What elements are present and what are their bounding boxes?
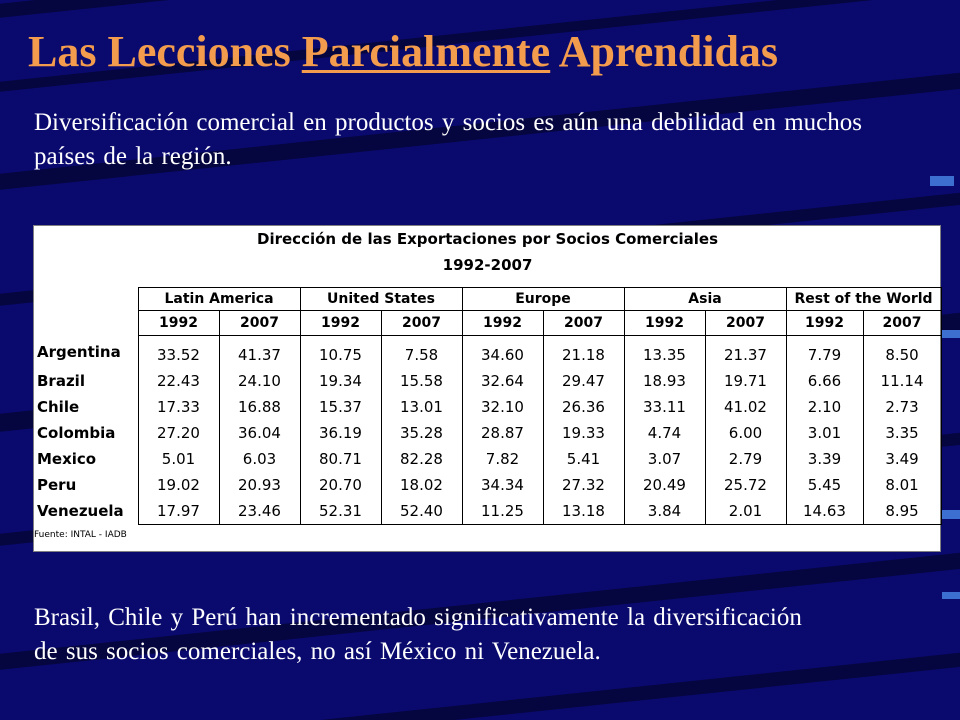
value-cell: 2.73 xyxy=(863,394,941,420)
value-cell: 21.18 xyxy=(543,336,624,369)
value-cell: 35.28 xyxy=(381,420,462,446)
value-cell: 5.45 xyxy=(786,472,863,498)
value-cell: 17.33 xyxy=(138,394,219,420)
value-cell: 3.84 xyxy=(624,498,705,525)
value-cell: 8.50 xyxy=(863,336,941,369)
value-cell: 2.10 xyxy=(786,394,863,420)
year-header: 1992 xyxy=(624,311,705,336)
value-cell: 5.01 xyxy=(138,446,219,472)
value-cell: 18.93 xyxy=(624,368,705,394)
value-cell: 34.34 xyxy=(462,472,543,498)
intro-paragraph: Diversificación comercial en productos y socios es aún una debilidad en muchos países de la región. xyxy=(34,109,863,170)
year-header: 1992 xyxy=(138,311,219,336)
value-cell: 82.28 xyxy=(381,446,462,472)
corner-cell xyxy=(34,311,138,336)
value-cell: 20.49 xyxy=(624,472,705,498)
value-cell: 80.71 xyxy=(300,446,381,472)
table-row xyxy=(34,498,941,525)
value-cell: 13.18 xyxy=(543,498,624,525)
year-header: 1992 xyxy=(786,311,863,336)
table-years: 1992-2007 xyxy=(442,256,533,274)
value-cell: 6.00 xyxy=(705,420,786,446)
value-cell: 24.10 xyxy=(219,368,300,394)
value-cell: 33.11 xyxy=(624,394,705,420)
value-cell: 41.02 xyxy=(705,394,786,420)
value-cell: 19.33 xyxy=(543,420,624,446)
conclusion-paragraph: Brasil, Chile y Perú han incrementado significativamente la diversificación de sus socios comerciales, no así México ni Venezuela. xyxy=(34,604,802,665)
value-cell: 10.75 xyxy=(300,336,381,369)
value-cell: 17.97 xyxy=(138,498,219,525)
table-row xyxy=(34,336,941,369)
year-header: 2007 xyxy=(705,311,786,336)
value-cell: 21.37 xyxy=(705,336,786,369)
country-cell: Argentina xyxy=(37,342,121,361)
slide-title xyxy=(28,26,778,78)
value-cell: 26.36 xyxy=(543,394,624,420)
value-cell: 28.87 xyxy=(462,420,543,446)
country-cell: Chile xyxy=(37,398,80,416)
corner-cell xyxy=(34,288,138,311)
value-cell: 33.52 xyxy=(138,336,219,369)
region-header: Europe xyxy=(462,288,624,311)
table-title: Dirección de las Exportaciones por Socios Comerciales xyxy=(257,230,719,248)
table-row xyxy=(34,472,941,498)
value-cell: 32.10 xyxy=(462,394,543,420)
value-cell: 11.25 xyxy=(462,498,543,525)
country-cell: Mexico xyxy=(37,450,97,468)
year-header: 2007 xyxy=(381,311,462,336)
value-cell: 14.63 xyxy=(786,498,863,525)
value-cell: 7.82 xyxy=(462,446,543,472)
value-cell: 8.01 xyxy=(863,472,941,498)
value-cell: 20.93 xyxy=(219,472,300,498)
country-cell: Venezuela xyxy=(37,502,124,521)
value-cell: 3.49 xyxy=(863,446,941,472)
value-cell: 3.35 xyxy=(863,420,941,446)
value-cell: 19.34 xyxy=(300,368,381,394)
table-row xyxy=(34,368,941,394)
value-cell: 13.01 xyxy=(381,394,462,420)
country-cell: Brazil xyxy=(37,372,85,390)
value-cell: 34.60 xyxy=(462,336,543,369)
table-source: Fuente: INTAL - IADB xyxy=(34,530,127,540)
value-cell: 19.71 xyxy=(705,368,786,394)
title-part-1: Las Lecciones xyxy=(28,27,302,76)
country-cell: Peru xyxy=(37,476,77,494)
value-cell: 22.43 xyxy=(138,368,219,394)
region-header: Latin America xyxy=(138,288,300,311)
region-header: Rest of the World xyxy=(786,288,941,311)
value-cell: 32.64 xyxy=(462,368,543,394)
value-cell: 3.01 xyxy=(786,420,863,446)
region-header: United States xyxy=(300,288,462,311)
year-header: 2007 xyxy=(543,311,624,336)
value-cell: 41.37 xyxy=(219,336,300,369)
value-cell: 11.14 xyxy=(863,368,941,394)
value-cell: 27.20 xyxy=(138,420,219,446)
value-cell: 6.66 xyxy=(786,368,863,394)
value-cell: 52.40 xyxy=(381,498,462,525)
value-cell: 4.74 xyxy=(624,420,705,446)
exports-table xyxy=(34,226,942,545)
value-cell: 18.02 xyxy=(381,472,462,498)
value-cell: 7.58 xyxy=(381,336,462,369)
value-cell: 25.72 xyxy=(705,472,786,498)
value-cell: 16.88 xyxy=(219,394,300,420)
table-row xyxy=(34,446,941,472)
value-cell: 27.32 xyxy=(543,472,624,498)
table-row xyxy=(34,394,941,420)
year-header: 2007 xyxy=(863,311,941,336)
value-cell: 5.41 xyxy=(543,446,624,472)
value-cell: 13.35 xyxy=(624,336,705,369)
year-header: 2007 xyxy=(219,311,300,336)
region-header: Asia xyxy=(624,288,786,311)
value-cell: 15.58 xyxy=(381,368,462,394)
value-cell: 15.37 xyxy=(300,394,381,420)
value-cell: 3.39 xyxy=(786,446,863,472)
year-header: 1992 xyxy=(300,311,381,336)
value-cell: 19.02 xyxy=(138,472,219,498)
value-cell: 36.19 xyxy=(300,420,381,446)
value-cell: 20.70 xyxy=(300,472,381,498)
value-cell: 6.03 xyxy=(219,446,300,472)
value-cell: 8.95 xyxy=(863,498,941,525)
value-cell: 2.01 xyxy=(705,498,786,525)
title-part-3: Aprendidas xyxy=(550,27,779,76)
country-cell: Colombia xyxy=(37,424,116,442)
year-header: 1992 xyxy=(462,311,543,336)
value-cell: 52.31 xyxy=(300,498,381,525)
table-row xyxy=(34,420,941,446)
value-cell: 36.04 xyxy=(219,420,300,446)
value-cell: 23.46 xyxy=(219,498,300,525)
value-cell: 3.07 xyxy=(624,446,705,472)
value-cell: 7.79 xyxy=(786,336,863,369)
value-cell: 29.47 xyxy=(543,368,624,394)
value-cell: 2.79 xyxy=(705,446,786,472)
exports-table-panel xyxy=(33,225,941,552)
title-underlined-word: Parcialmente xyxy=(301,27,551,76)
